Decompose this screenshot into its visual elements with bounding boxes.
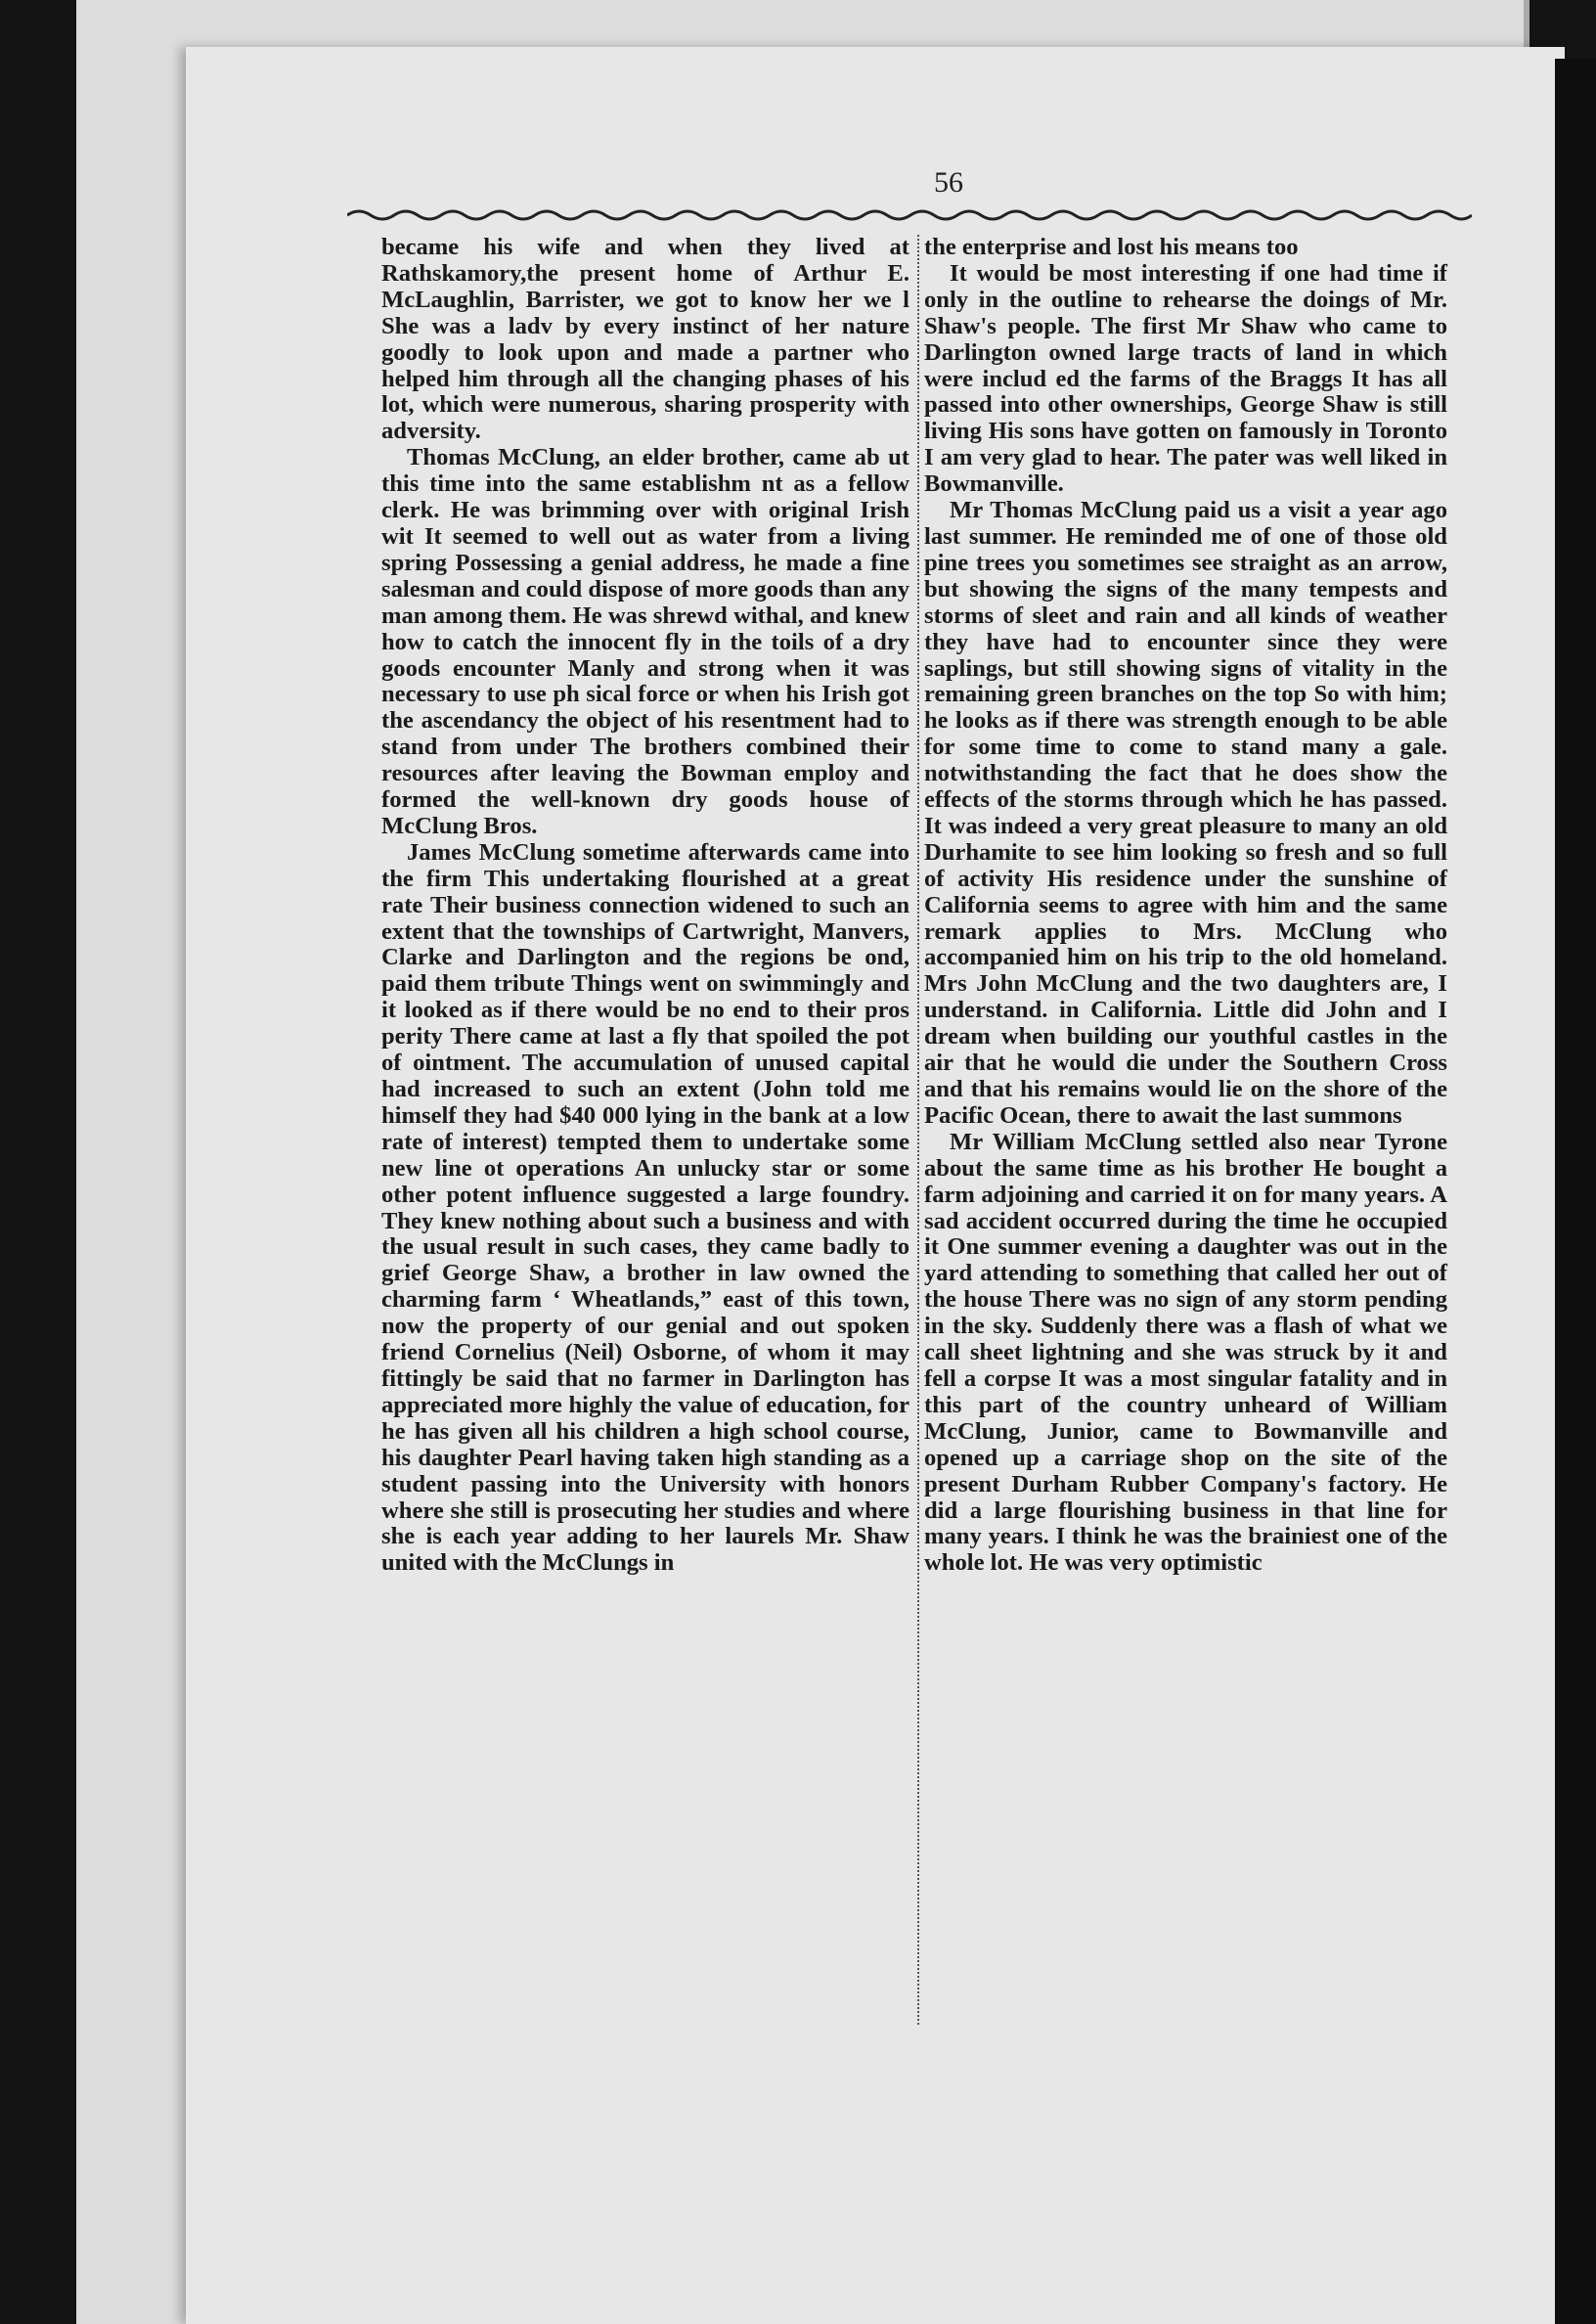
- page-number: 56: [934, 166, 963, 199]
- paragraph: James McClung sometime afterwards came into the firm This undertaking flourished at a great rate Their business connection widened to such an extent that the townships of Cartwright, Manvers, Clarke and Darlington and the regions be ond, paid them tribute Things went on swimmingly and it looked as if there would be no end to their pros perity There came at last a fly that spoiled the pot of ointment. The accumulation of unused capital had increased to such an extent (John told me himself they had $40 000 lying in the bank at a low rate of interest) tempted them to undertake some new line ot operations An unlucky star or some other potent influence suggested a large foundry. They knew nothing about such a business and with the usual result in such cases, they came badly to grief George Shaw, a brother in law owned the charming farm ‘ Wheatlands,” east of this town, now the property of our genial and out spoken friend Cornelius (Neil) Osborne, of whom it may fittingly be said that no farmer in Darlington has appreciated more highly the value of education, for he has given all his children a high school course, his daughter Pearl having taken high standing as a student passing into the University with honors where she still is prosecuting her studies and where she is each year adding to her laurels Mr. Shaw united with the McClungs in: [381, 838, 909, 1577]
- paragraph: Mr William McClung settled also near Tyrone about the same time as his brother He bought a farm adjoining and carried it on for many years. A sad accident occurred during the time he occupied it One summer evening a daughter was out in the yard attending to something that called her out of the house There was no sign of any storm pending in the sky. Suddenly there was a flash of what we call sheet lightning and she was struck by it and fell a corpse It was a most singular fatality and in this part of the country unheard of William McClung, Junior, came to Bowmanville and opened up a carriage shop on the site of the present Durham Rubber Company's factory. He did a large flourishing business in that line for many years. I think he was the brainiest one of the whole lot. He was very optimistic: [924, 1128, 1447, 1577]
- paragraph: It would be most interesting if one had time if only in the outline to rehearse the doings of Mr. Shaw's people. The first Mr Shaw who came to Darlington owned large tracts of land in which were includ ed the farms of the Braggs It has all passed into other ownerships, George Shaw is still living His sons have gotten on famously in Toronto I am very glad to hear. The pater was well liked in Bowmanville.: [924, 259, 1447, 498]
- column-divider: [917, 235, 919, 2025]
- paragraph: Mr Thomas McClung paid us a visit a year ago last summer. He reminded me of one of those old pine trees you sometimes see straight as an arrow, but showing the signs of the many tempests and storms of sleet and rain and all kinds of weather they have had to encounter since they were saplings, but still showing signs of vitality in the remaining green branches on the top So with him; he looks as if there was strength enough to be able for some time to come to stand many a gale. notwithstanding the fact that he does show the effects of the storms through which he has passed. It was indeed a very great pleasure to many an old Durhamite to see him looking so fresh and so full of activity His residence under the sunshine of California seems to agree with him and the same remark applies to Mrs. McClung who accompanied him on his trip to the old homeland. Mrs John McClung and the two daughters are, I understand. in California. Little did John and I dream when building our youthful castles in the air that he would die under the Southern Cross and that his remains would lie on the shore of the Pacific Ocean, there to await the last summons: [924, 497, 1447, 1129]
- decorative-wavy-rule: [347, 205, 1472, 225]
- right-column: [924, 235, 1447, 1577]
- paragraph: Thomas McClung, an elder brother, came ab ut this time into the same establishm nt as a fellow clerk. He was brimming over with original Irish wit It seemed to well out as water from a living spring Possessing a genial address, he made a fine salesman and could dispose of more goods than any man among them. He was shrewd withal, and knew how to catch the innocent fly in the toils of a dry goods encounter Manly and strong when it was necessary to use ph sical force or when his Irish got the ascendancy the object of his resentment had to stand from under The brothers combined their resources after leaving the Bowman employ and formed the well-known dry goods house of McClung Bros.: [381, 444, 909, 839]
- paragraph: became his wife and when they lived at Rathskamory,the present home of Arthur E. McLaughlin, Barrister, we got to know her we l She was a ladv by every instinct of her nature goodly to look upon and made a partner who helped him through all the changing phases of his lot, which were numerous, sharing prosperity with adversity.: [381, 234, 909, 445]
- scan-edge: [1555, 59, 1596, 2324]
- paragraph: the enterprise and lost his means too: [924, 234, 1299, 260]
- left-column: [381, 235, 909, 1577]
